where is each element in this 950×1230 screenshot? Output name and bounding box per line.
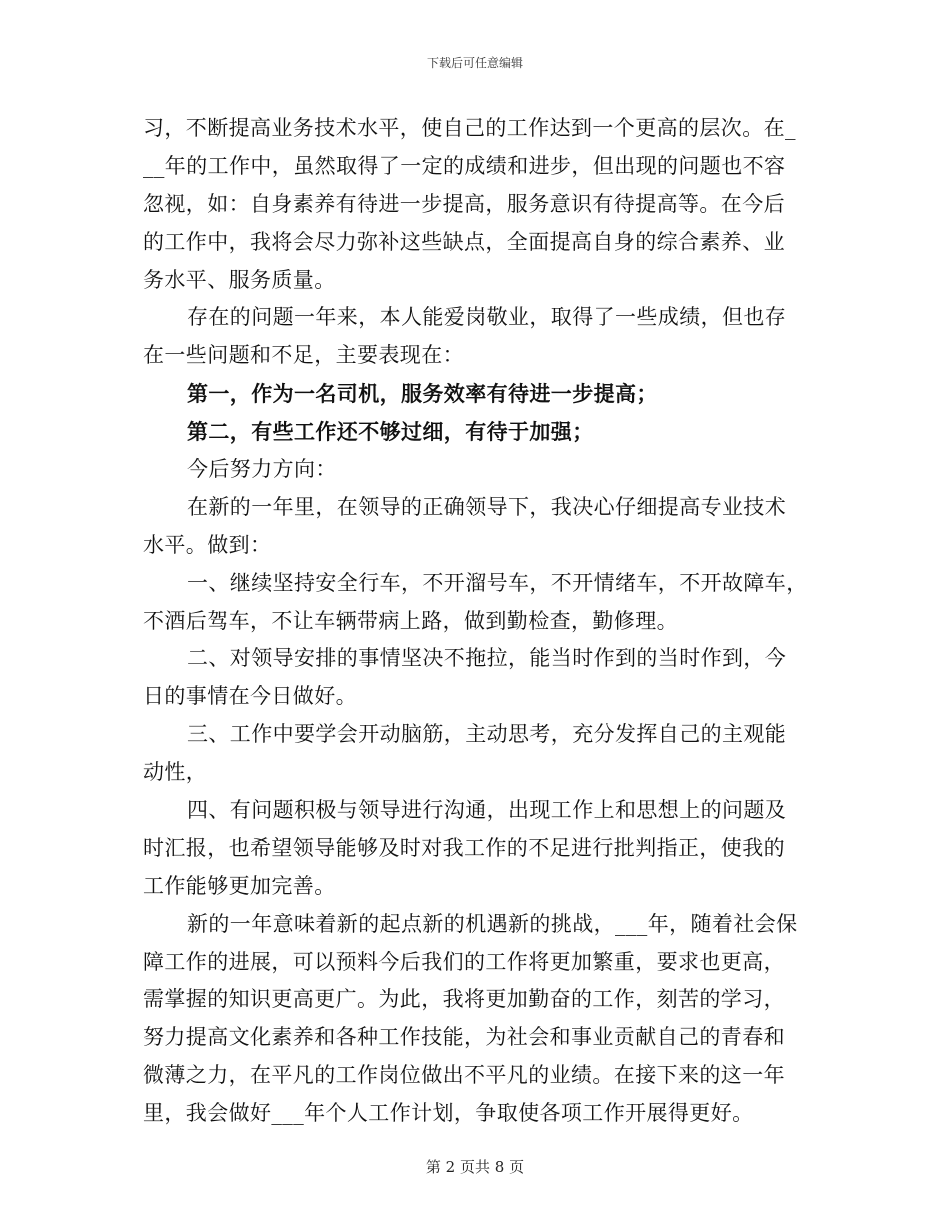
text-line: __年的工作中，虽然取得了一定的成绩和进步，但出现的问题也不容 xyxy=(143,153,786,178)
text-line: 时汇报，也希望领导能够及时对我工作的不足进行批判指正，使我的 xyxy=(143,835,785,860)
text-line: 务水平、服务质量。 xyxy=(143,267,336,292)
text-line: 新的一年意味着新的起点新的机遇新的挑战，___年，随着社会保 xyxy=(187,911,798,936)
page-footer: 第 2 页共 8 页 xyxy=(425,1158,525,1176)
document-body xyxy=(143,110,808,1133)
text-line: 今后努力方向： xyxy=(187,457,337,482)
text-line: 努力提高文化素养和各种工作技能，为社会和事业贡献自己的青春和 xyxy=(143,1025,785,1050)
text-line: 在一些问题和不足，主要表现在： xyxy=(143,343,464,368)
page-header: 下载后可任意编辑 xyxy=(426,56,523,70)
bold-text-line: 第一，作为一名司机，服务效率有待进一步提高； xyxy=(187,381,658,407)
bold-text-line: 第二，有些工作还不够过细，有待于加强； xyxy=(187,419,594,445)
text-line: 在新的一年里，在领导的正确领导下，我决心仔细提高专业技术 xyxy=(187,494,787,519)
text-line: 的工作中，我将会尽力弥补这些缺点，全面提高自身的综合素养、业 xyxy=(143,229,785,254)
text-line: 四、有问题积极与领导进行沟通，出现工作上和思想上的问题及 xyxy=(187,798,787,823)
text-line: 需掌握的知识更高更广。为此，我将更加勤奋的工作，刻苦的学习， xyxy=(143,987,785,1012)
text-line: 习，不断提高业务技术水平，使自己的工作达到一个更高的层次。在_ xyxy=(143,116,796,140)
text-line: 一、继续坚持安全行车，不开溜号车，不开情绪车，不开故障车， xyxy=(187,570,808,595)
text-line: 动性， xyxy=(143,760,208,785)
text-line: 工作能够更加完善。 xyxy=(143,873,336,898)
text-line: 里，我会做好___年个人工作计划，争取使各项工作开展得更好。 xyxy=(143,1101,754,1126)
text-line: 存在的问题一年来，本人能爱岗敬业，取得了一些成绩，但也存 xyxy=(187,305,787,330)
text-line: 微薄之力，在平凡的工作岗位做出不平凡的业绩。在接下来的这一年 xyxy=(143,1063,785,1088)
text-line: 三、工作中要学会开动脑筋，主动思考，充分发挥自己的主观能 xyxy=(187,722,787,747)
text-line: 水平。做到： xyxy=(143,532,272,557)
text-line: 不酒后驾车，不让车辆带病上路，做到勤检查，勤修理。 xyxy=(143,608,678,633)
text-line: 二、对领导安排的事情坚决不拖拉，能当时作到的当时作到，今 xyxy=(187,646,787,671)
text-line: 忽视，如：自身素养有待进一步提高，服务意识有待提高等。在今后 xyxy=(143,191,785,216)
text-line: 障工作的进展，可以预料今后我们的工作将更加繁重，要求也更高， xyxy=(143,949,785,974)
text-line: 日的事情在今日做好。 xyxy=(143,684,357,709)
